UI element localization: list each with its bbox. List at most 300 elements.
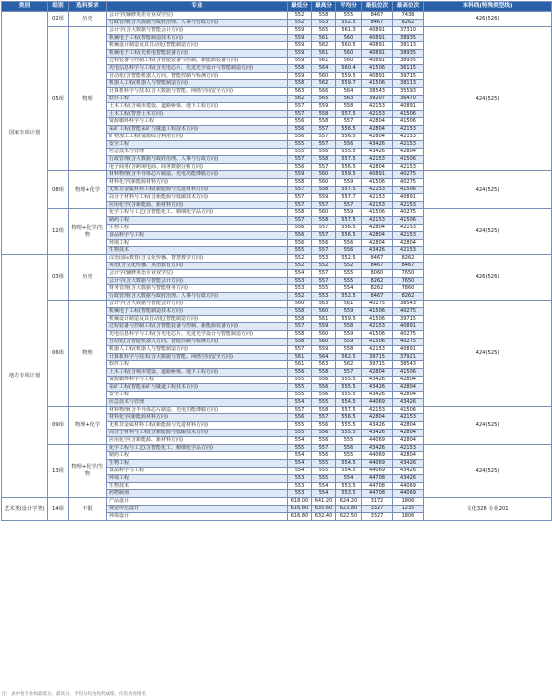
max-rank-cell: 1806 [393, 498, 424, 506]
min-rank-cell: 43426 [362, 391, 393, 399]
avg-score-cell: 554.5 [336, 467, 362, 475]
header-row [2, 2, 552, 12]
max-score-cell: 555 [312, 467, 336, 475]
major-cell: 汉语国际教育(含文化传播、智慧教学方向) [107, 255, 288, 263]
max-score-cell: 554 [312, 490, 336, 498]
column-header: 平均分 [336, 2, 362, 12]
min-score-cell: 558 [288, 179, 312, 187]
major-cell: 土木工程(含城市建设、道路桥梁、地下工程方向) [107, 368, 288, 376]
avg-score-cell: 555 [336, 12, 362, 20]
max-rank-cell: 38543 [393, 361, 424, 369]
avg-score-cell: 563 [336, 95, 362, 103]
avg-score-cell: 559.7 [336, 80, 362, 88]
max-rank-cell: 8262 [393, 19, 424, 27]
major-cell: 材料化学(新能源材料方向) [107, 179, 288, 187]
max-rank-cell: 38113 [393, 80, 424, 88]
max-rank-cell: 42804 [393, 384, 424, 392]
min-rank-cell: 40891 [362, 72, 393, 80]
max-score-cell: 558 [312, 217, 336, 225]
table-header [2, 2, 552, 12]
major-cell: 化学工程与工艺(含智能化工、精细化学品方向) [107, 444, 288, 452]
max-score-cell: 635.60 [312, 505, 336, 513]
avg-score-cell: 554 [336, 475, 362, 483]
min-rank-cell: 42804 [362, 414, 393, 422]
min-score-cell: 556 [288, 125, 312, 133]
max-rank-cell: 42153 [393, 414, 424, 422]
subject-req-cell: 不限 [69, 498, 107, 521]
max-rank-cell: 42153 [393, 133, 424, 141]
min-score-cell: 552 [288, 12, 312, 20]
avg-score-cell: 560 [336, 34, 362, 42]
min-score-cell: 560 [288, 300, 312, 308]
avg-score-cell: 554.5 [336, 399, 362, 407]
max-score-cell: 560 [312, 209, 336, 217]
major-cell: 制药工程 [107, 452, 288, 460]
min-rank-cell: 40891 [362, 49, 393, 57]
subject-req-cell: 物理 [69, 27, 107, 171]
max-rank-cell: 40891 [393, 103, 424, 111]
min-rank-cell: 44069 [362, 437, 393, 445]
min-rank-cell: 43426 [362, 384, 393, 392]
min-rank-cell: 42804 [362, 224, 393, 232]
min-rank-cell: 8262 [362, 277, 393, 285]
min-score-cell: 555 [288, 141, 312, 149]
max-score-cell: 641.20 [312, 498, 336, 506]
max-rank-cell: 42153 [393, 125, 424, 133]
min-rank-cell: 8262 [362, 285, 393, 293]
avg-score-cell: 557.5 [336, 217, 362, 225]
min-score-cell: 559 [288, 49, 312, 57]
avg-score-cell: 556 [336, 444, 362, 452]
avg-score-cell: 554.5 [336, 460, 362, 468]
max-rank-cell: 42153 [393, 247, 424, 255]
min-score-cell: 616.80 [288, 513, 312, 521]
avg-score-cell: 623.80 [336, 505, 362, 513]
min-score-cell: 553 [288, 490, 312, 498]
major-cell: 材料化学(新能源材料方向) [107, 414, 288, 422]
max-rank-cell: 42153 [393, 201, 424, 209]
max-rank-cell: 39715 [393, 72, 424, 80]
min-score-cell: 558 [288, 80, 312, 88]
avg-score-cell: 557.5 [336, 110, 362, 118]
major-cell: 土木工程(智慧土木方向) [107, 110, 288, 118]
max-score-cell: 559 [312, 346, 336, 354]
group-cell: 14组 [48, 498, 69, 521]
major-cell: 化学工程与工艺(含智能化工、精细化学品方向) [107, 209, 288, 217]
category-cell: 艺术类(设计学类) [2, 498, 48, 521]
table-row [2, 300, 552, 308]
group-cell: 12组 [48, 209, 69, 255]
avg-score-cell: 552.5 [336, 19, 362, 27]
avg-score-cell: 559.5 [336, 315, 362, 323]
min-score-cell: 558 [288, 315, 312, 323]
avg-score-cell: 556 [336, 247, 362, 255]
group-cell: 08组 [48, 171, 69, 209]
avg-score-cell: 553.5 [336, 482, 362, 490]
max-rank-cell: 7650 [393, 277, 424, 285]
max-score-cell: 562 [312, 42, 336, 50]
max-rank-cell: 41506 [393, 118, 424, 126]
max-rank-cell: 40275 [393, 209, 424, 217]
max-score-cell: 557 [312, 224, 336, 232]
max-rank-cell: 40275 [393, 308, 424, 316]
min-score-cell: 618.00 [288, 498, 312, 506]
min-rank-cell: 41506 [362, 209, 393, 217]
max-score-cell: 563 [312, 361, 336, 369]
avg-score-cell: 560 [336, 49, 362, 57]
major-cell: 土木工程(含城市建设、道路桥梁、地下工程方向) [107, 103, 288, 111]
min-rank-cell: 44069 [362, 452, 393, 460]
baseline-cell: 424(525) [424, 444, 552, 497]
max-score-cell: 557 [312, 270, 336, 278]
column-header: 选科要求 [69, 2, 107, 12]
min-score-cell: 556 [288, 133, 312, 141]
min-score-cell: 556 [288, 239, 312, 247]
major-cell: 机械设计制造及其自动化(智能制造方向) [107, 42, 288, 50]
major-cell: 环境工程 [107, 475, 288, 483]
column-header: 组别 [48, 2, 69, 12]
major-cell: 视觉传达设计 [107, 505, 288, 513]
min-rank-cell: 8467 [362, 12, 393, 20]
avg-score-cell: 556.5 [336, 224, 362, 232]
min-rank-cell: 40891 [362, 34, 393, 42]
max-rank-cell: 42153 [393, 141, 424, 149]
max-rank-cell: 35593 [393, 87, 424, 95]
max-score-cell: 556 [312, 384, 336, 392]
min-rank-cell: 42153 [362, 194, 393, 202]
avg-score-cell: 555.5 [336, 376, 362, 384]
max-score-cell: 556 [312, 376, 336, 384]
min-score-cell: 555 [288, 422, 312, 430]
min-score-cell: 555 [288, 429, 312, 437]
max-score-cell: 564 [312, 65, 336, 73]
min-rank-cell: 41506 [362, 315, 393, 323]
major-cell: 无机非金属材料工程(新能源与先进材料方向) [107, 186, 288, 194]
max-score-cell: 557 [312, 163, 336, 171]
max-rank-cell: 7650 [393, 270, 424, 278]
min-score-cell: 557 [288, 323, 312, 331]
max-score-cell: 557 [312, 232, 336, 240]
min-rank-cell: 43426 [362, 247, 393, 255]
major-cell: 食品科学与工程 [107, 467, 288, 475]
min-score-cell: 557 [288, 406, 312, 414]
max-score-cell: 556 [312, 239, 336, 247]
major-cell: 英语(含文化传播、英语教育方向) [107, 262, 288, 270]
max-score-cell: 557 [312, 277, 336, 285]
max-rank-cell: 41506 [393, 217, 424, 225]
max-rank-cell: 40891 [393, 346, 424, 354]
major-cell: 机械电子工程(光机电智能装备方向) [107, 49, 288, 57]
max-score-cell: 560 [312, 179, 336, 187]
avg-score-cell: 555 [336, 437, 362, 445]
min-score-cell: 557 [288, 186, 312, 194]
min-score-cell: 557 [288, 346, 312, 354]
min-rank-cell: 38543 [362, 87, 393, 95]
baseline-cell: 426(526) [424, 12, 552, 27]
max-score-cell: 562 [312, 80, 336, 88]
major-cell: 材料物理(含半导体芯片制造、光电功能薄膜方向) [107, 406, 288, 414]
min-rank-cell: 43426 [362, 141, 393, 149]
min-score-cell: 554 [288, 399, 312, 407]
min-rank-cell: 3172 [362, 498, 393, 506]
min-score-cell: 555 [288, 444, 312, 452]
min-score-cell: 556 [288, 368, 312, 376]
max-score-cell: 632.40 [312, 513, 336, 521]
group-cell: 06组 [48, 300, 69, 406]
table-body [2, 12, 552, 521]
major-cell: 材料物理(含半导体芯片制造、光电功能薄膜方向) [107, 171, 288, 179]
min-score-cell: 558 [288, 308, 312, 316]
max-score-cell: 560 [312, 72, 336, 80]
subject-req-cell: 历史 [69, 12, 107, 27]
major-cell: 过程装备与控制工程(含智能装备与控制、新能源装备方向) [107, 323, 288, 331]
major-cell: 机械电子工程(智能制造技术方向) [107, 34, 288, 42]
max-rank-cell: 43426 [393, 467, 424, 475]
min-score-cell: 556 [288, 224, 312, 232]
avg-score-cell: 556.5 [336, 163, 362, 171]
major-cell: 自动化(含智能机器人方向、智能控制与检测方向) [107, 72, 288, 80]
major-cell: 光电信息科学与工程(含光电芯片、先进光学设计与智能制造方向) [107, 330, 288, 338]
avg-score-cell: 557 [336, 368, 362, 376]
max-score-cell: 559 [312, 103, 336, 111]
major-cell: 机械设计制造及其自动化(智能制造方向) [107, 315, 288, 323]
max-score-cell: 558 [312, 156, 336, 164]
group-cell: 05组 [48, 27, 69, 171]
avg-score-cell: 557.5 [336, 186, 362, 194]
max-rank-cell: 41506 [393, 368, 424, 376]
min-score-cell: 559 [288, 57, 312, 65]
min-rank-cell: 42804 [362, 368, 393, 376]
max-rank-cell: 40275 [393, 338, 424, 346]
max-rank-cell: 36470 [393, 95, 424, 103]
min-rank-cell: 40275 [362, 300, 393, 308]
min-rank-cell: 42153 [362, 186, 393, 194]
admission-score-table [1, 1, 552, 521]
min-score-cell: 562 [288, 95, 312, 103]
avg-score-cell: 559 [336, 179, 362, 187]
max-rank-cell: 42804 [393, 429, 424, 437]
min-rank-cell: 44069 [362, 399, 393, 407]
major-cell: 行政管理(含大数据与政府治理、人事与行政方向) [107, 292, 288, 300]
max-rank-cell: 37921 [393, 353, 424, 361]
table-row [2, 12, 552, 20]
min-score-cell: 558 [288, 209, 312, 217]
avg-score-cell: 557 [336, 201, 362, 209]
min-rank-cell: 8060 [362, 270, 393, 278]
min-rank-cell: 44069 [362, 467, 393, 475]
max-rank-cell: 41506 [393, 186, 424, 194]
max-score-cell: 565 [312, 95, 336, 103]
max-score-cell: 558 [312, 368, 336, 376]
max-rank-cell: 1806 [393, 513, 424, 521]
max-score-cell: 552 [312, 262, 336, 270]
min-score-cell: 555 [288, 391, 312, 399]
max-score-cell: 557 [312, 133, 336, 141]
major-cell: 应急技术与管理 [107, 399, 288, 407]
major-cell: 机器人工程(机器人与智能制造方向) [107, 80, 288, 88]
avg-score-cell: 561 [336, 300, 362, 308]
avg-score-cell: 557.7 [336, 194, 362, 202]
column-header: 类别 [2, 2, 48, 12]
avg-score-cell: 559 [336, 209, 362, 217]
major-cell: 环境设计 [107, 513, 288, 521]
max-rank-cell: 38935 [393, 57, 424, 65]
min-score-cell: 554 [288, 460, 312, 468]
min-rank-cell: 42153 [362, 156, 393, 164]
min-rank-cell: 43426 [362, 148, 393, 156]
avg-score-cell: 559 [336, 330, 362, 338]
subject-req-cell: 物理+化学/生物 [69, 444, 107, 497]
min-rank-cell: 42153 [362, 217, 393, 225]
max-score-cell: 559 [312, 323, 336, 331]
max-rank-cell: 8262 [393, 255, 424, 263]
category-cell: 国家专项计划 [2, 12, 48, 255]
min-rank-cell: 8467 [362, 262, 393, 270]
min-rank-cell: 42804 [362, 125, 393, 133]
min-score-cell: 558 [288, 330, 312, 338]
max-rank-cell: 42804 [393, 437, 424, 445]
max-score-cell: 553 [312, 255, 336, 263]
avg-score-cell: 552.5 [336, 292, 362, 300]
min-rank-cell: 40891 [362, 57, 393, 65]
major-cell: 资源循环科学与工程 [107, 376, 288, 384]
min-score-cell: 553 [288, 482, 312, 490]
max-score-cell: 553 [312, 19, 336, 27]
min-score-cell: 557 [288, 201, 312, 209]
major-cell: 应用化学(含新能源、新材料方向) [107, 437, 288, 445]
major-cell: 会计学(含大数据与智能会计方向) [107, 27, 288, 35]
category-cell: 地方专项计划 [2, 255, 48, 498]
max-score-cell: 555 [312, 475, 336, 483]
column-header: 最低位次 [362, 2, 393, 12]
baseline-cell: 424(525) [424, 300, 552, 406]
max-score-cell: 566 [312, 87, 336, 95]
max-score-cell: 555 [312, 399, 336, 407]
table-row [2, 255, 552, 263]
min-score-cell: 555 [288, 384, 312, 392]
max-rank-cell: 41506 [393, 406, 424, 414]
major-cell: 无机非金属材料工程(新能源与先进材料方向) [107, 422, 288, 430]
column-header: 最低分 [288, 2, 312, 12]
avg-score-cell: 555.5 [336, 422, 362, 430]
min-score-cell: 559 [288, 27, 312, 35]
min-score-cell: 559 [288, 34, 312, 42]
min-rank-cell: 39207 [362, 95, 393, 103]
min-rank-cell: 43426 [362, 376, 393, 384]
min-rank-cell: 41506 [362, 308, 393, 316]
min-score-cell: 553 [288, 475, 312, 483]
min-score-cell: 552 [288, 262, 312, 270]
avg-score-cell: 559 [336, 308, 362, 316]
max-score-cell: 555 [312, 460, 336, 468]
avg-score-cell: 553.5 [336, 490, 362, 498]
min-rank-cell: 8467 [362, 19, 393, 27]
min-score-cell: 557 [288, 194, 312, 202]
max-score-cell: 555 [312, 285, 336, 293]
avg-score-cell: 557.5 [336, 156, 362, 164]
avg-score-cell: 562.5 [336, 353, 362, 361]
max-rank-cell: 43426 [393, 399, 424, 407]
min-rank-cell: 42804 [362, 232, 393, 240]
subject-req-cell: 物理+化学 [69, 406, 107, 444]
avg-score-cell: 554 [336, 285, 362, 293]
min-rank-cell: 43426 [362, 444, 393, 452]
max-score-cell: 556 [312, 391, 336, 399]
min-rank-cell: 43426 [362, 422, 393, 430]
major-cell: 自动化(含智能机器人方向、智能控制与检测方向) [107, 338, 288, 346]
avg-score-cell: 556.5 [336, 414, 362, 422]
max-rank-cell: 8262 [393, 292, 424, 300]
max-score-cell: 560 [312, 308, 336, 316]
major-cell: 计算机科学与技术(含大数据与智能、网络空间安全方向) [107, 353, 288, 361]
avg-score-cell: 555 [336, 270, 362, 278]
baseline-cell: 426(526) [424, 255, 552, 301]
max-score-cell: 553 [312, 292, 336, 300]
avg-score-cell: 558 [336, 346, 362, 354]
max-score-cell: 560 [312, 338, 336, 346]
max-score-cell: 565 [312, 27, 336, 35]
min-rank-cell: 3327 [362, 505, 393, 513]
min-score-cell: 554 [288, 270, 312, 278]
min-rank-cell: 44069 [362, 460, 393, 468]
avg-score-cell: 555.5 [336, 384, 362, 392]
group-cell: 13组 [48, 444, 69, 497]
avg-score-cell: 557.5 [336, 406, 362, 414]
max-score-cell: 560 [312, 330, 336, 338]
major-cell: 应急技术与管理 [107, 148, 288, 156]
min-score-cell: 559 [288, 42, 312, 50]
table-row [2, 171, 552, 179]
min-rank-cell: 41506 [362, 80, 393, 88]
max-rank-cell: 7860 [393, 285, 424, 293]
min-score-cell: 556 [288, 163, 312, 171]
max-rank-cell: 1235 [393, 505, 424, 513]
major-cell: 生物工程 [107, 460, 288, 468]
avg-score-cell: 556 [336, 239, 362, 247]
min-rank-cell: 42804 [362, 239, 393, 247]
min-score-cell: 558 [288, 338, 312, 346]
max-rank-cell: 42804 [393, 376, 424, 384]
min-rank-cell: 42153 [362, 103, 393, 111]
max-score-cell: 560 [312, 171, 336, 179]
min-rank-cell: 40891 [362, 27, 393, 35]
max-score-cell: 557 [312, 444, 336, 452]
max-rank-cell: 38543 [393, 300, 424, 308]
min-rank-cell: 42153 [362, 346, 393, 354]
max-rank-cell: 44069 [393, 482, 424, 490]
max-rank-cell: 42804 [393, 239, 424, 247]
table-row [2, 406, 552, 414]
max-rank-cell: 36115 [393, 65, 424, 73]
min-score-cell: 563 [288, 87, 312, 95]
min-rank-cell: 41506 [362, 65, 393, 73]
max-rank-cell: 40275 [393, 179, 424, 187]
group-cell: 02组 [48, 12, 69, 27]
baseline-cell: 424(525) [424, 171, 552, 209]
major-cell: 药物制剂 [107, 490, 288, 498]
avg-score-cell: 556 [336, 141, 362, 149]
major-cell: 环境工程 [107, 239, 288, 247]
group-cell: 09组 [48, 406, 69, 444]
max-rank-cell: 37310 [393, 27, 424, 35]
max-score-cell: 554 [312, 482, 336, 490]
major-cell: 软件工程 [107, 95, 288, 103]
major-cell: 会计学(辅修英语专业双学位) [107, 270, 288, 278]
min-score-cell: 554 [288, 467, 312, 475]
min-rank-cell: 8467 [362, 255, 393, 263]
max-score-cell: 557 [312, 201, 336, 209]
major-cell: 安全工程 [107, 391, 288, 399]
